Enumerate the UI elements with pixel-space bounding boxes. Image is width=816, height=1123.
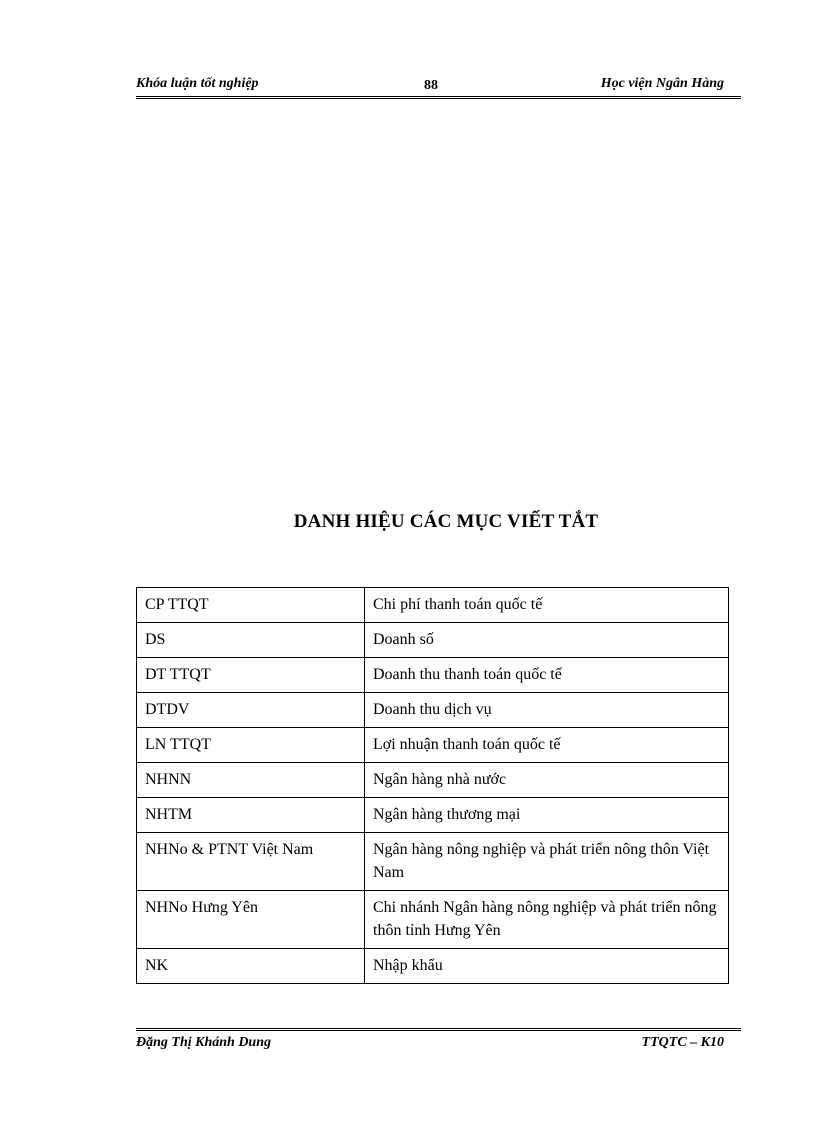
meaning-cell: Ngân hàng nhà nước [365, 763, 729, 798]
page-header [136, 76, 741, 96]
meaning-cell: Lợi nhuận thanh toán quốc tế [365, 728, 729, 763]
header-thesis-label: Khóa luận tốt nghiệp [136, 76, 259, 91]
table-row [137, 728, 729, 763]
table-row [137, 891, 729, 949]
abbr-cell: DTDV [137, 693, 365, 728]
header-institution: Học viện Ngân Hàng [600, 76, 724, 91]
meaning-cell: Doanh số [365, 623, 729, 658]
meaning-cell: Chi nhánh Ngân hàng nông nghiệp và phát triển nông thôn tỉnh Hưng Yên [365, 891, 729, 949]
abbr-cell: NHNo & PTNT Việt Nam [137, 833, 365, 891]
page-title: DANH HIỆU CÁC MỤC VIẾT TẮT [293, 511, 599, 532]
abbr-cell: NK [137, 949, 365, 984]
abbr-cell: NHTM [137, 798, 365, 833]
table-row [137, 798, 729, 833]
meaning-cell: Chi phí thanh toán quốc tế [365, 588, 729, 623]
page-footer [136, 1035, 741, 1055]
meaning-cell: Ngân hàng thương mại [365, 798, 729, 833]
abbr-cell: NHNo Hưng Yên [137, 891, 365, 949]
abbr-cell: DS [137, 623, 365, 658]
abbr-cell: CP TTQT [137, 588, 365, 623]
meaning-cell: Nhập khẩu [365, 949, 729, 984]
page-number: 88 [424, 78, 438, 93]
table-row [137, 658, 729, 693]
abbreviation-table [136, 587, 729, 984]
footer-class-code: TTQTC – K10 [641, 1035, 724, 1050]
abbr-cell: LN TTQT [137, 728, 365, 763]
footer-rule [136, 1028, 741, 1031]
table-row [137, 833, 729, 891]
footer-author: Đặng Thị Khánh Dung [136, 1035, 272, 1050]
table-row [137, 763, 729, 798]
meaning-cell: Doanh thu dịch vụ [365, 693, 729, 728]
meaning-cell: Doanh thu thanh toán quốc tế [365, 658, 729, 693]
table-row [137, 949, 729, 984]
table-row [137, 693, 729, 728]
abbr-cell: DT TTQT [137, 658, 365, 693]
header-rule [136, 96, 741, 99]
table-row [137, 623, 729, 658]
meaning-cell: Ngân hàng nông nghiệp và phát triển nông thôn Việt Nam [365, 833, 729, 891]
abbr-cell: NHNN [137, 763, 365, 798]
table-row [137, 588, 729, 623]
